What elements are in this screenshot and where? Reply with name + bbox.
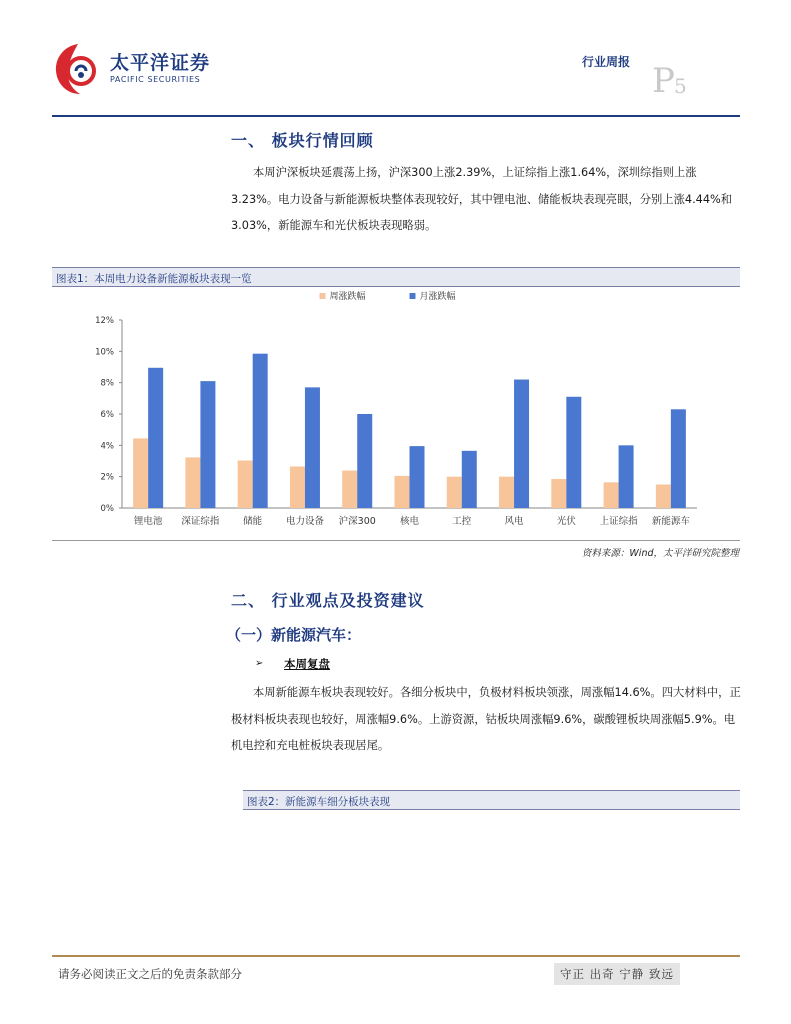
figure2-caption: 图表2：新能源车细分板块表现 xyxy=(247,796,391,808)
section1-title: 一、 板块行情回顾 xyxy=(231,131,374,150)
chart-bottom-rule xyxy=(52,540,740,541)
bar xyxy=(305,387,320,508)
bar xyxy=(604,482,619,508)
x-category-label: 新能源车 xyxy=(651,516,690,527)
logo-mark-icon xyxy=(52,42,104,96)
header-divider xyxy=(52,115,740,117)
logo-english-name: PACIFIC SECURITIES xyxy=(110,75,201,84)
report-type: 行业周报 xyxy=(582,55,631,69)
x-category-label: 锂电池 xyxy=(133,516,163,527)
y-tick-label: 2% xyxy=(100,472,114,483)
weekly-review-heading: 本周复盘 xyxy=(284,657,330,671)
figure1-source: 资料来源：Wind，太平洋研究院整理 xyxy=(581,548,739,559)
bar xyxy=(342,471,357,508)
x-category-label: 沪深300 xyxy=(338,516,376,527)
footer-disclaimer: 请务必阅读正文之后的免责条款部分 xyxy=(58,967,242,981)
x-category-label: 工控 xyxy=(452,516,472,527)
x-category-label: 储能 xyxy=(243,516,263,527)
bar xyxy=(238,461,253,508)
bar xyxy=(514,380,529,508)
legend-label: 周涨跌幅 xyxy=(329,292,366,302)
bar xyxy=(551,479,566,508)
page-number: 5 xyxy=(674,74,687,98)
y-tick-label: 8% xyxy=(100,378,114,389)
logo-chinese-name: 太平洋证券 xyxy=(110,52,211,74)
bar xyxy=(200,381,215,508)
figure1-caption: 图表1：本周电力设备新能源板块表现一览 xyxy=(56,273,252,285)
bar xyxy=(290,466,305,508)
x-category-label: 核电 xyxy=(399,516,420,527)
x-category-label: 上证综指 xyxy=(599,516,638,527)
bar xyxy=(566,397,581,508)
section1-paragraph xyxy=(231,160,743,240)
legend-label: 月涨跌幅 xyxy=(419,292,456,302)
x-category-label: 深证综指 xyxy=(181,516,220,527)
bar xyxy=(499,477,514,508)
sector-performance-chart xyxy=(52,286,740,536)
bullet-arrow-icon: ➢ xyxy=(255,658,264,669)
section2-title: 二、 行业观点及投资建议 xyxy=(231,591,425,610)
bar xyxy=(462,451,477,508)
y-tick-label: 4% xyxy=(100,441,114,452)
legend-swatch xyxy=(410,293,416,299)
bar xyxy=(410,446,425,508)
footer-motto: 守正 出奇 宁静 致远 xyxy=(554,963,680,985)
bar xyxy=(253,354,268,508)
bar xyxy=(395,476,410,508)
x-category-label: 电力设备 xyxy=(285,516,324,527)
bar xyxy=(148,368,163,508)
y-tick-label: 0% xyxy=(100,504,114,514)
section2-paragraph-text: 本周新能源车板块表现较好。各细分板块中，负极材料板块领涨，周涨幅14.6%。四大材料中，正极材料板块表现也较好，周涨幅9.6%。上游资源，钴板块周涨幅9.6%，碳酸锂板块周涨幅5.9%。电机电控和充电桩板块表现居尾。 xyxy=(231,686,741,752)
y-tick-label: 10% xyxy=(95,347,114,358)
section1-paragraph-text: 本周沪深板块延震荡上扬，沪深300上涨2.39%，上证综指上涨1.64%，深圳综指则上涨3.23%。电力设备与新能源板块整体表现较好，其中锂电池、储能板块表现亮眼，分别上涨4.44%和3.03%，新能源车和光伏板块表现略弱。 xyxy=(231,166,733,232)
footer-divider xyxy=(52,955,740,957)
bar xyxy=(357,414,372,508)
bar xyxy=(671,409,686,508)
figure1-caption-bar xyxy=(52,267,740,287)
legend-swatch xyxy=(320,293,326,299)
bar xyxy=(619,445,634,508)
bar xyxy=(447,477,462,508)
x-category-label: 光伏 xyxy=(556,516,576,527)
bar xyxy=(656,485,671,509)
figure2-caption-bar xyxy=(243,790,740,810)
company-logo xyxy=(52,42,217,96)
bar xyxy=(133,438,148,508)
section2-paragraph xyxy=(231,680,743,760)
page-letter: P xyxy=(652,61,675,101)
y-tick-label: 12% xyxy=(95,316,114,326)
x-category-label: 风电 xyxy=(504,516,524,527)
section2-subtitle: （一）新能源汽车： xyxy=(226,626,362,644)
y-tick-label: 6% xyxy=(100,410,114,420)
bar xyxy=(185,457,200,508)
